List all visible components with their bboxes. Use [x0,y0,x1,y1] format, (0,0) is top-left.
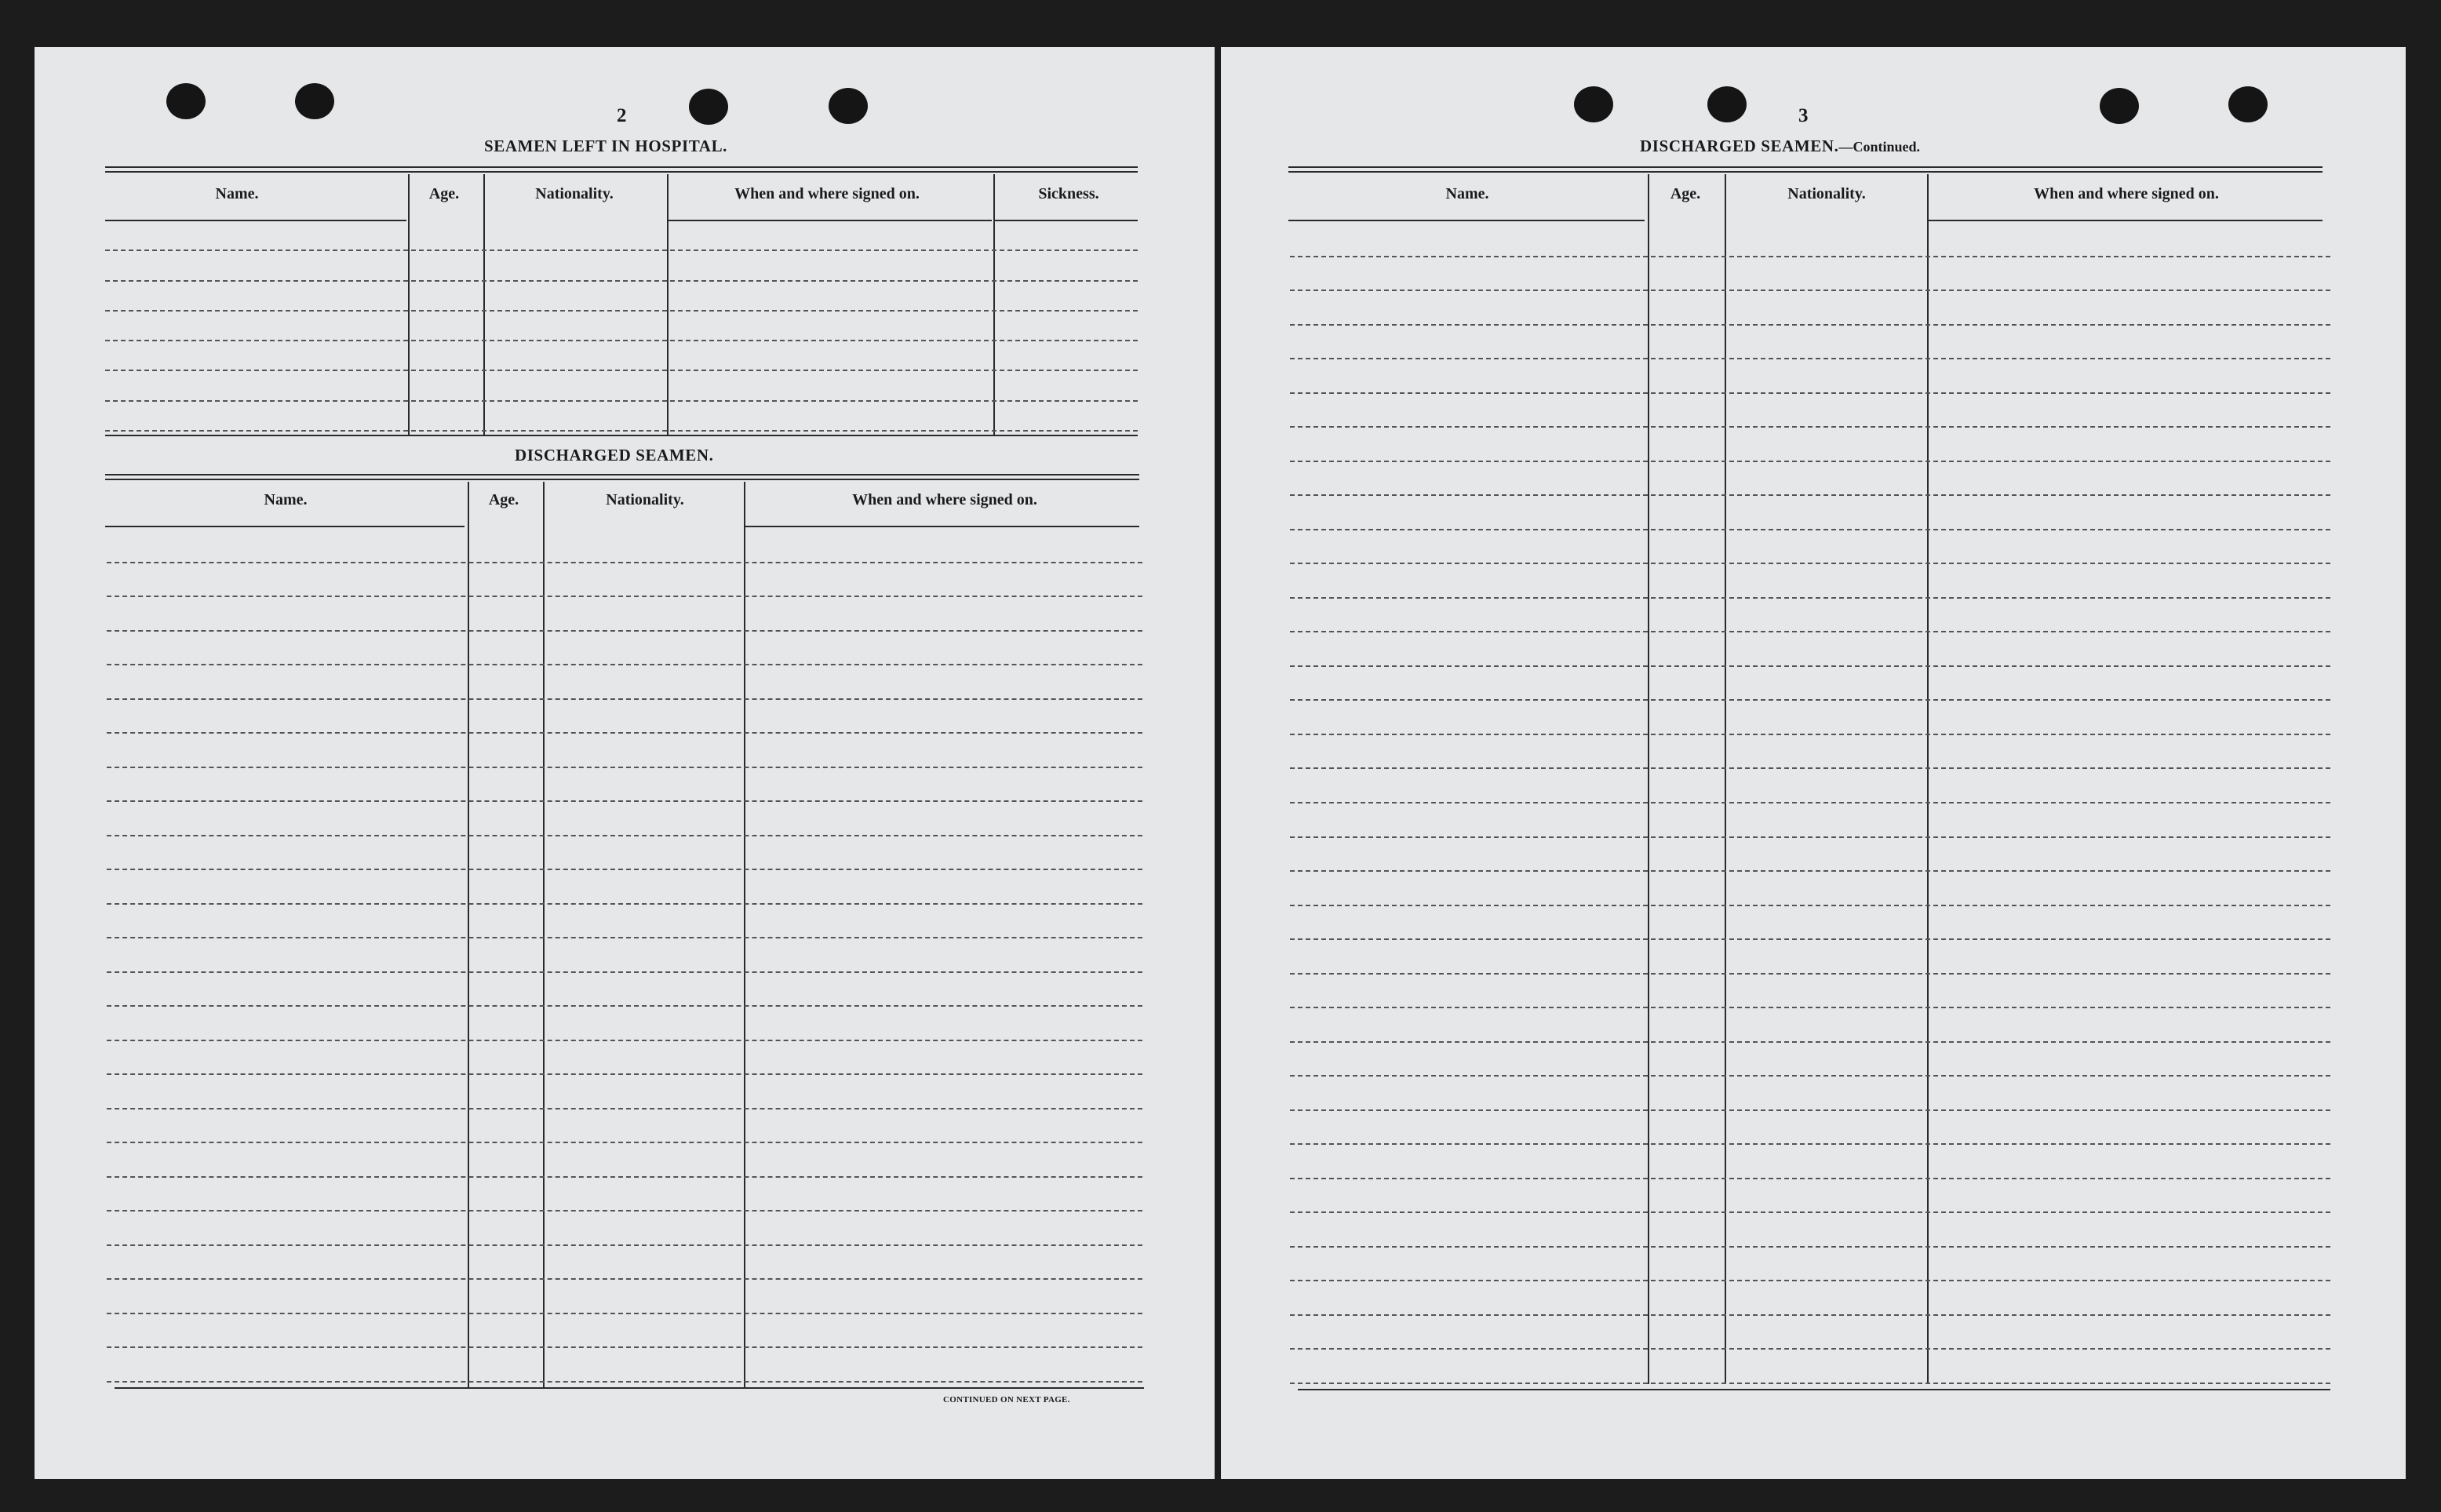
row-rule [107,1073,1142,1075]
header-underline [1929,220,2323,221]
row-rule [1290,597,2330,599]
row-rule [1290,905,2330,906]
hospital-header-sickness: Sickness. [1038,185,1099,202]
row-rule [107,767,1142,768]
column-divider [744,482,745,1387]
row-rule [1290,1075,2330,1077]
column-divider [1725,174,1726,1384]
row-rule [1290,1383,2330,1384]
header-underline [105,526,465,527]
row-rule [107,1176,1142,1178]
column-divider [543,482,545,1387]
header-underline [1288,220,1645,221]
row-rule [105,280,1138,282]
title-main: DISCHARGED SEAMEN. [1640,137,1839,155]
row-rule [1290,973,2330,975]
row-rule [107,1244,1142,1246]
hospital-section-title: SEAMEN LEFT IN HOSPITAL. [484,137,728,155]
rule [105,435,1138,436]
discharged-header-age: Age. [488,491,519,508]
punch-hole [1707,86,1747,122]
row-rule [1290,1314,2330,1316]
row-rule [1290,1280,2330,1281]
discharged-header-signed-on: When and where signed on. [852,491,1037,508]
column-divider [408,174,410,435]
row-rule [107,1142,1142,1143]
continued-note: CONTINUED ON NEXT PAGE. [943,1395,1070,1405]
row-rule [107,835,1142,836]
row-rule [107,596,1142,597]
column-divider [993,174,995,435]
punch-hole [2100,88,2139,124]
row-rule [1290,563,2330,564]
rule [105,171,1138,173]
row-rule [107,630,1142,632]
row-rule [1290,426,2330,428]
continued-header-signed-on: When and where signed on. [2034,185,2219,202]
row-rule [107,1313,1142,1314]
punch-hole [295,83,334,119]
header-underline [995,220,1138,221]
left-page [35,47,1215,1479]
row-rule [105,310,1138,312]
row-rule [1290,699,2330,701]
column-divider [1648,174,1649,1384]
row-rule [1290,1143,2330,1145]
row-rule [1290,529,2330,530]
header-underline [745,526,1139,527]
punch-hole [689,89,728,125]
row-rule [107,800,1142,802]
row-rule [1290,392,2330,394]
discharged-header-nationality: Nationality. [606,491,684,508]
row-rule [1290,1211,2330,1213]
hospital-header-signed-on: When and where signed on. [734,185,920,202]
row-rule [1290,1348,2330,1350]
row-rule [1290,665,2330,667]
hospital-header-name: Name. [215,185,259,202]
row-rule [1290,1109,2330,1111]
row-rule [1290,938,2330,940]
row-rule [1290,1178,2330,1179]
column-divider [468,482,469,1387]
row-rule [1290,1041,2330,1043]
row-rule [107,869,1142,870]
header-underline [105,220,406,221]
page-number: 3 [1798,105,1809,126]
page-number: 2 [617,105,627,126]
punch-hole [166,83,206,119]
row-rule [1290,1246,2330,1248]
row-rule [107,732,1142,734]
discharged-header-name: Name. [264,491,308,508]
rule [1298,1389,2330,1390]
continued-header-age: Age. [1670,185,1701,202]
row-rule [1290,256,2330,257]
row-rule [1290,461,2330,462]
row-rule [105,340,1138,341]
row-rule [105,400,1138,402]
rule [105,474,1139,475]
row-rule [1290,870,2330,872]
rule [1288,166,2323,168]
hospital-header-nationality: Nationality. [535,185,614,202]
discharged-section-title: DISCHARGED SEAMEN. [515,446,714,465]
row-rule [107,1005,1142,1007]
row-rule [107,1346,1142,1348]
row-rule [1290,358,2330,359]
rule [105,479,1139,480]
row-rule [107,971,1142,973]
punch-hole [1574,86,1613,122]
rule [115,1387,1144,1389]
row-rule [1290,631,2330,632]
row-rule [1290,290,2330,291]
continued-header-name: Name. [1445,185,1489,202]
hospital-header-age: Age. [428,185,460,202]
row-rule [105,430,1138,432]
row-rule [105,370,1138,371]
rule [105,166,1138,168]
row-rule [1290,494,2330,496]
column-divider [1927,174,1929,1384]
row-rule [1290,836,2330,838]
row-rule [107,1381,1142,1383]
column-divider [667,174,669,435]
row-rule [107,937,1142,938]
row-rule [107,903,1142,905]
row-rule [1290,1007,2330,1008]
column-divider [483,174,485,435]
row-rule [107,698,1142,700]
continued-header-nationality: Nationality. [1787,185,1866,202]
row-rule [107,562,1142,563]
rule [1288,171,2323,173]
row-rule [107,1278,1142,1280]
row-rule [1290,802,2330,803]
continued-section-title [1640,137,1920,156]
row-rule [107,1210,1142,1211]
row-rule [105,250,1138,251]
header-underline [669,220,992,221]
row-rule [1290,324,2330,326]
row-rule [1290,767,2330,769]
right-page [1221,47,2406,1479]
row-rule [107,1040,1142,1041]
row-rule [107,664,1142,665]
row-rule [107,1108,1142,1109]
title-suffix: —Continued. [1838,139,1921,155]
punch-hole [829,88,868,124]
punch-hole [2228,86,2268,122]
row-rule [1290,734,2330,735]
